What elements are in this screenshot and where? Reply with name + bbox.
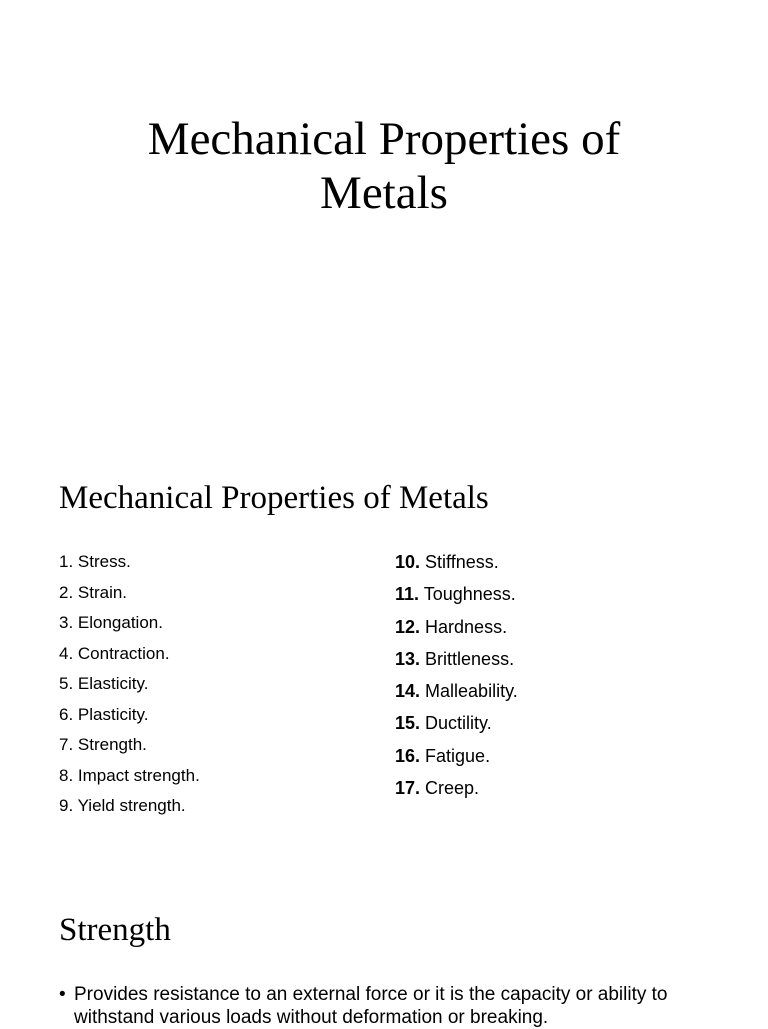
list-item: 9. Yield strength.: [59, 796, 186, 815]
bullet-text: Provides resistance to an external force or it is the capacity or ability to withstand various loads without deformation or breaking.: [74, 984, 668, 1028]
list-item-text: Ductility.: [420, 713, 492, 734]
slide-title-line-1: Mechanical Properties of: [147, 113, 621, 165]
bullet-row: [59, 983, 709, 1029]
list-item: 4. Contraction.: [59, 643, 170, 663]
list-item: [395, 614, 518, 646]
list-item: [395, 678, 518, 710]
list-item: [395, 549, 518, 581]
list-item: 5. Elasticity.: [59, 674, 149, 693]
properties-heading: Mechanical Properties of Metals: [59, 480, 489, 516]
list-item: 2. Strain.: [59, 582, 128, 602]
list-item-number: 16.: [395, 745, 421, 766]
strength-bullet: [59, 983, 709, 1029]
list-item: 7. Strength.: [59, 735, 147, 754]
list-item: 1. Stress.: [59, 552, 131, 571]
list-item-number: 10.: [395, 552, 421, 572]
list-item: [395, 775, 518, 807]
list-item-number: 15.: [395, 713, 421, 734]
list-item-text: Fatigue.: [420, 745, 491, 766]
list-item: 8. Impact strength.: [59, 765, 200, 785]
list-item-number: 12.: [395, 616, 421, 637]
list-item-text: Hardness.: [420, 616, 508, 637]
slide-title-line-2: Metals: [320, 167, 448, 219]
list-item: [395, 743, 518, 775]
list-item: [395, 581, 518, 613]
list-item-number: 17.: [395, 778, 421, 799]
properties-list-left: [59, 550, 200, 825]
slide-title: [0, 112, 768, 220]
list-item: [395, 710, 518, 742]
strength-heading: Strength: [59, 912, 171, 948]
list-item-text: Stiffness.: [420, 552, 499, 572]
list-item: 3. Elongation.: [59, 613, 163, 632]
list-item-number: 14.: [395, 681, 421, 702]
list-item-text: Brittleness.: [420, 648, 515, 669]
list-item-text: Malleability.: [420, 681, 518, 702]
list-item-text: Toughness.: [419, 584, 516, 605]
bullet-icon: •: [59, 984, 66, 1005]
list-item-text: Creep.: [420, 778, 480, 799]
list-item-number: 13.: [395, 648, 421, 669]
list-item-number: 11.: [395, 584, 420, 605]
list-item: 6. Plasticity.: [59, 704, 149, 724]
properties-list-right: [395, 549, 518, 807]
list-item: [395, 646, 518, 678]
